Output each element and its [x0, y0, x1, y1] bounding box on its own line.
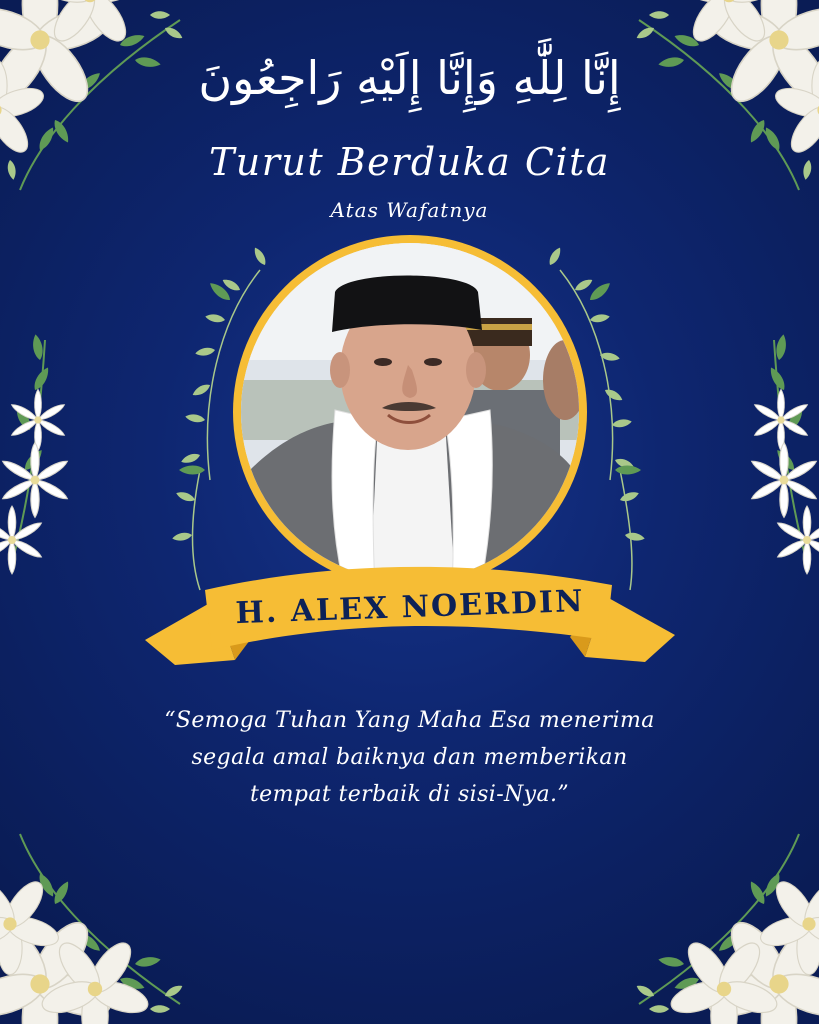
- condolence-title: Turut Berduka Cita: [208, 140, 611, 184]
- bottom-right-flower-cluster: [635, 834, 819, 1024]
- left-lily-sprig: [0, 334, 69, 574]
- condolence-subtitle: Atas Wafatnya: [330, 198, 489, 222]
- quote-line: tempat terbaik di sisi-Nya.”: [249, 782, 570, 807]
- arabic-calligraphy: إِنَّا لِلَّٰهِ وَإِنَّا إِلَيْهِ رَاجِعُونَ: [198, 51, 621, 105]
- prayer-quote: [100, 702, 719, 813]
- deceased-name: H. ALEX NOERDIN: [234, 583, 586, 632]
- right-lily-sprig: [750, 334, 819, 574]
- bottom-left-flower-cluster: [0, 834, 184, 1024]
- quote-line: “Semoga Tuhan Yang Maha Esa menerima: [164, 708, 655, 733]
- name-ribbon-label: [203, 553, 616, 662]
- quote-line: segala amal baiknya dan memberikan: [191, 745, 628, 770]
